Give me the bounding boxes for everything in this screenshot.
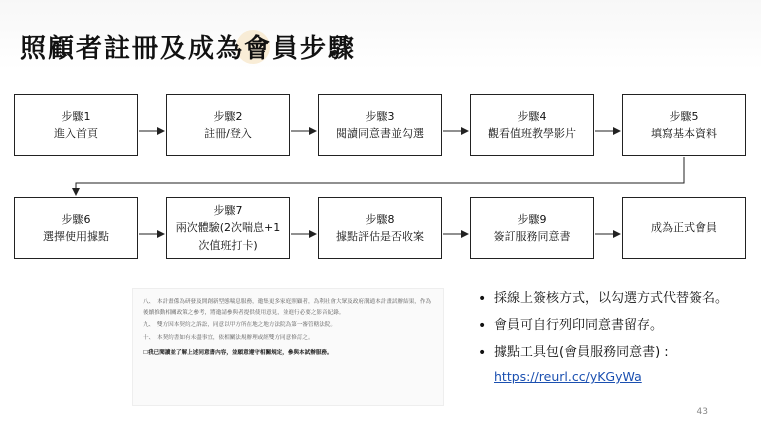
step-number: 步驟1 (61, 109, 91, 123)
step-number: 步驟7 (213, 204, 243, 218)
notes-list (478, 292, 758, 398)
agreement-consent-checkbox: ☐我已閱讀並了解上述同意書內容，並願意遵守相關規定，參與本試辦服務。 (143, 349, 333, 356)
bullet-toolkit-text: 據點工具包(會員服務同意書) : (494, 345, 669, 360)
agreement-excerpt-image (132, 288, 444, 406)
step-number: 步驟3 (365, 109, 395, 123)
agreement-item-10: 十、 本契約書如有未盡事宜，依相關法規辦理或經雙方同意修訂之。 (143, 334, 314, 341)
step-label: 兩次體驗(2次喘息+1次值班打卡) (175, 221, 281, 252)
agreement-item-9: 九、 雙方因本契約之訴訟，同意以甲方所在地之地方法院為第一審管轄法院。 (143, 322, 336, 329)
step-number: 步驟9 (517, 212, 547, 226)
agreement-item-8: 八、 本計畫係為研發及開創新型態喘息服務，邀集更多家庭照顧者，為利社會大眾及政府溝通本計畫試辦結果，作為後續推動相關政策之參考，將邀請參與者提供使用意見，並進行必要之影音紀錄。 (143, 299, 432, 316)
bullet-toolkit (478, 346, 758, 384)
step-number: 步驟6 (61, 212, 91, 226)
step-label: 填寫基本資料 (651, 127, 717, 140)
page-number: 43 (696, 407, 708, 417)
bullet-online-sign: • 採線上簽核方式，以勾選方式代替簽名。 (478, 292, 758, 305)
step-label: 簽訂服務同意書 (493, 230, 571, 243)
arrow-5-6 (76, 157, 684, 195)
toolkit-link[interactable]: https://reurl.cc/yKGyWa (494, 369, 642, 384)
step-label: 進入首頁 (54, 127, 98, 140)
step-label: 閱讀同意書並勾選 (336, 127, 424, 140)
page-title: 照顧者註冊及成為會員步驟 (20, 34, 357, 64)
step-label: 註冊/登入 (204, 127, 252, 140)
step-number: 步驟8 (365, 212, 395, 226)
step-label: 據點評估是否收案 (336, 230, 424, 243)
step-label: 成為正式會員 (651, 221, 717, 235)
step-number: 步驟4 (517, 109, 547, 123)
step-label: 觀看值班教學影片 (488, 127, 576, 140)
step-label: 選擇使用據點 (43, 230, 109, 243)
step-number: 步驟5 (669, 109, 699, 123)
step-number: 步驟2 (213, 109, 243, 123)
bullet-print: • 會員可自行列印同意書留存。 (478, 319, 758, 332)
